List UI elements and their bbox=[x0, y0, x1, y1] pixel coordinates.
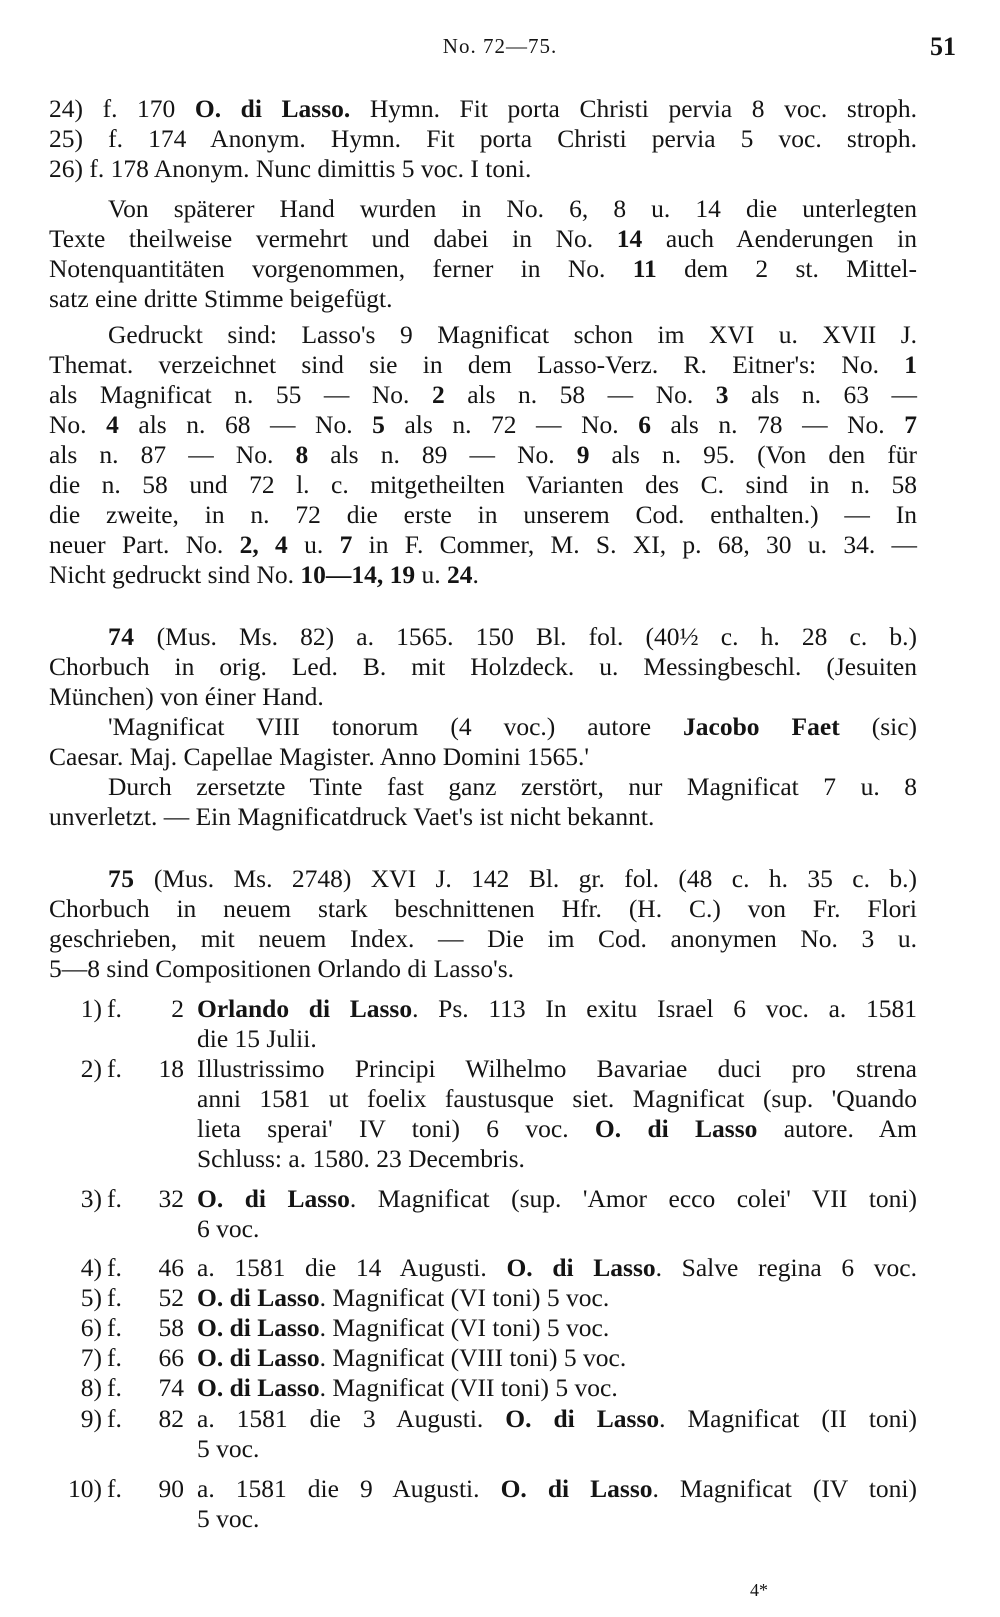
list-b-number: 2) bbox=[80, 1054, 102, 1083]
list-b-text: anni 1581 ut foelix faustusque siet. Magnificat (sup. 'Quando bbox=[197, 1084, 917, 1113]
folio-marker: f. bbox=[107, 1373, 122, 1402]
list-b-text: a. 1581 die 9 Augusti. O. di Lasso. Magnificat (IV toni) bbox=[197, 1474, 917, 1503]
list-b-text: 6 voc. bbox=[197, 1214, 260, 1243]
print-line: die n. 58 und 72 l. c. mitgetheilten Varianten des C. sind in n. 58 bbox=[49, 470, 917, 499]
entry-74-line: Durch zersetzte Tinte fast ganz zerstört, nur Magnificat 7 u. 8 bbox=[108, 772, 917, 801]
folio-number: 52 bbox=[158, 1283, 184, 1312]
entry-75-line: 5—8 sind Compositionen Orlando di Lasso's. bbox=[49, 954, 515, 983]
list-b-number: 10) bbox=[68, 1474, 102, 1503]
signature-mark: 4* bbox=[750, 1580, 768, 1600]
list-b-text: O. di Lasso. Magnificat (VII toni) 5 voc. bbox=[197, 1373, 618, 1402]
note-line: Von späterer Hand wurden in No. 6, 8 u. 14 die unterlegten bbox=[108, 194, 917, 223]
list-b-text: Orlando di Lasso. Ps. 113 In exitu Israel 6 voc. a. 1581 bbox=[197, 994, 917, 1023]
entry-75-line: geschrieben, mit neuem Index. — Die im Cod. anonymen No. 3 u. bbox=[49, 924, 917, 953]
entry-75-line: Chorbuch in neuem stark beschnittenen Hfr. (H. C.) von Fr. Flori bbox=[49, 894, 917, 923]
list-b-number: 7) bbox=[80, 1343, 102, 1372]
note-line: satz eine dritte Stimme beigefügt. bbox=[49, 284, 393, 313]
print-line: Nicht gedruckt sind No. 10—14, 19 u. 24. bbox=[49, 560, 479, 589]
print-line: als Magnificat n. 55 — No. 2 als n. 58 — No. 3 als n. 63 — bbox=[49, 380, 917, 409]
list-b-number: 6) bbox=[80, 1313, 102, 1342]
list-a-item: 25) f. 174 Anonym. Hymn. Fit porta Christi pervia 5 voc. stroph. bbox=[49, 124, 918, 153]
list-b-number: 1) bbox=[80, 994, 102, 1023]
folio-marker: f. bbox=[107, 1313, 122, 1342]
folio-number: 66 bbox=[158, 1343, 184, 1372]
list-b-text: die 15 Julii. bbox=[197, 1024, 317, 1053]
entry-number: 75 bbox=[108, 864, 135, 893]
list-b-number: 3) bbox=[80, 1184, 102, 1213]
entry-number: 74 bbox=[108, 622, 135, 651]
page-number: 51 bbox=[930, 32, 956, 61]
folio-marker: f. bbox=[107, 1054, 122, 1083]
folio-marker: f. bbox=[107, 1184, 122, 1213]
list-b-number: 8) bbox=[80, 1373, 102, 1402]
list-b-text: a. 1581 die 3 Augusti. O. di Lasso. Magnificat (II toni) bbox=[197, 1404, 917, 1433]
list-b-text: O. di Lasso. Magnificat (VI toni) 5 voc. bbox=[197, 1283, 610, 1312]
print-line: neuer Part. No. 2, 4 u. 7 in F. Commer, M. S. XI, p. 68, 30 u. 34. — bbox=[49, 530, 918, 559]
running-title: No. 72—75. bbox=[442, 34, 558, 58]
folio-marker: f. bbox=[107, 1474, 122, 1503]
folio-marker: f. bbox=[107, 1404, 122, 1433]
print-line: als n. 87 — No. 8 als n. 89 — No. 9 als n. 95. (Von den für bbox=[49, 440, 917, 469]
list-b-number: 5) bbox=[80, 1283, 102, 1312]
folio-number: 46 bbox=[158, 1253, 184, 1282]
folio-number: 32 bbox=[158, 1184, 184, 1213]
list-b-text: 5 voc. bbox=[197, 1434, 260, 1463]
folio-number: 58 bbox=[158, 1313, 184, 1342]
print-line: No. 4 als n. 68 — No. 5 als n. 72 — No. 6 als n. 78 — No. 7 bbox=[49, 410, 917, 439]
page-header bbox=[0, 34, 1000, 64]
folio-marker: f. bbox=[107, 1253, 122, 1282]
entry-74-line: Caesar. Maj. Capellae Magister. Anno Domini 1565.' bbox=[49, 742, 590, 771]
print-line: Themat. verzeichnet sind sie in dem Lasso-Verz. R. Eitner's: No. 1 bbox=[49, 350, 917, 379]
list-b-number: 4) bbox=[80, 1253, 102, 1282]
entry-75-line: 75 (Mus. Ms. 2748) XVI J. 142 Bl. gr. fol. (48 c. h. 35 c. b.) bbox=[108, 864, 917, 893]
entry-74-line: 'Magnificat VIII tonorum (4 voc.) autore Jacobo Faet (sic) bbox=[108, 712, 918, 741]
entry-74-line: unverletzt. — Ein Magnificatdruck Vaet's ist nicht bekannt. bbox=[49, 802, 655, 831]
list-b-text: a. 1581 die 14 Augusti. O. di Lasso. Salve regina 6 voc. bbox=[197, 1253, 917, 1282]
list-b-text: Illustrissimo Principi Wilhelmo Bavariae duci pro strena bbox=[197, 1054, 917, 1083]
folio-number: 2 bbox=[171, 994, 184, 1023]
folio-number: 18 bbox=[158, 1054, 184, 1083]
entry-74-line: 74 (Mus. Ms. 82) a. 1565. 150 Bl. fol. (40½ c. h. 28 c. b.) bbox=[108, 622, 917, 651]
entry-74-line: Chorbuch in orig. Led. B. mit Holzdeck. u. Messingbeschl. (Jesuiten bbox=[49, 652, 917, 681]
folio-marker: f. bbox=[107, 1343, 122, 1372]
print-line: die zweite, in n. 72 die erste in unserem Cod. enthalten.) — In bbox=[49, 500, 917, 529]
folio-marker: f. bbox=[107, 994, 122, 1023]
note-line: Notenquantitäten vorgenommen, ferner in No. 11 dem 2 st. Mittel- bbox=[49, 254, 917, 283]
folio-number: 90 bbox=[158, 1474, 184, 1503]
print-line: Gedruckt sind: Lasso's 9 Magnificat schon im XVI u. XVII J. bbox=[108, 320, 917, 349]
note-line: Texte theilweise vermehrt und dabei in No. 14 auch Aenderungen in bbox=[49, 224, 917, 253]
list-b-text: O. di Lasso. Magnificat (sup. 'Amor ecco colei' VII toni) bbox=[197, 1184, 917, 1213]
list-b-text: Schluss: a. 1580. 23 Decembris. bbox=[197, 1144, 525, 1173]
list-a-item: 24) f. 170 O. di Lasso. Hymn. Fit porta Christi pervia 8 voc. stroph. bbox=[49, 94, 918, 123]
list-b-text: 5 voc. bbox=[197, 1504, 260, 1533]
list-b-text: lieta sperai' IV toni) 6 voc. O. di Lasso autore. Am bbox=[197, 1114, 917, 1143]
list-a-item: 26) f. 178 Anonym. Nunc dimittis 5 voc. I toni. bbox=[49, 154, 532, 183]
list-b-text: O. di Lasso. Magnificat (VIII toni) 5 voc. bbox=[197, 1343, 627, 1372]
list-b-number: 9) bbox=[80, 1404, 102, 1433]
entry-74-line: München) von éiner Hand. bbox=[49, 682, 324, 711]
folio-number: 82 bbox=[158, 1404, 184, 1433]
folio-marker: f. bbox=[107, 1283, 122, 1312]
list-b-text: O. di Lasso. Magnificat (VI toni) 5 voc. bbox=[197, 1313, 610, 1342]
folio-number: 74 bbox=[158, 1373, 184, 1402]
